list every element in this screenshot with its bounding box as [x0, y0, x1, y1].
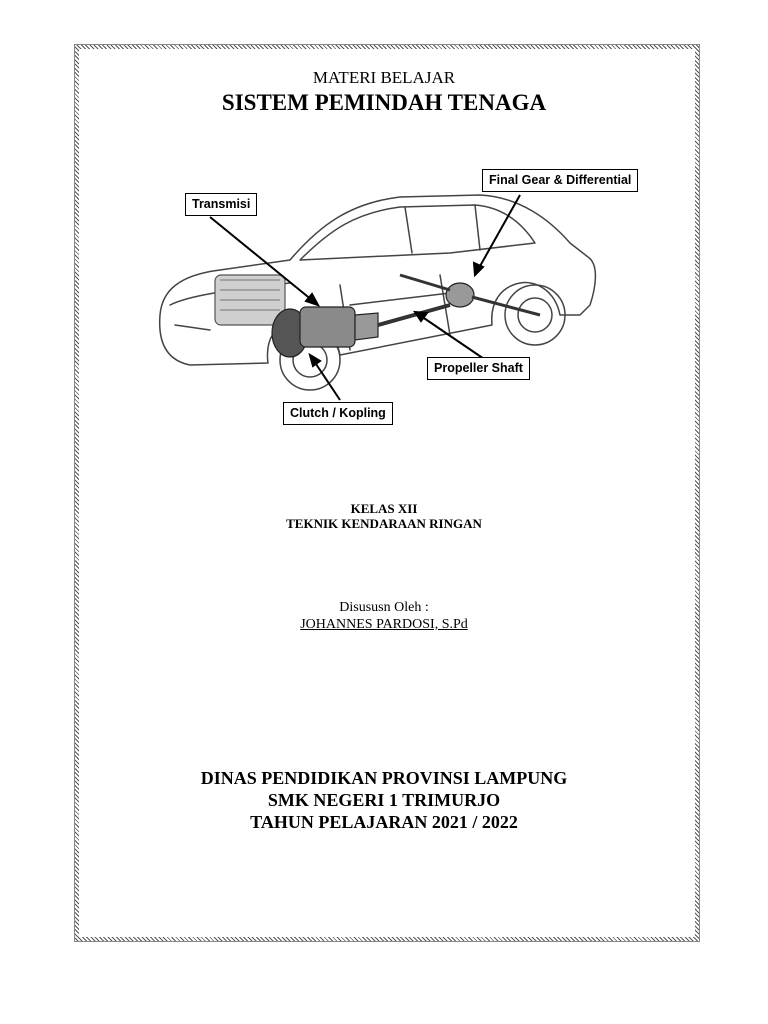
- document-subtitle: MATERI BELAJAR: [312, 68, 456, 87]
- institution-line-3: TAHUN PELAJARAN 2021 / 2022: [250, 812, 518, 832]
- document-title: SISTEM PEMINDAH TENAGA: [221, 90, 547, 115]
- label-transmisi: Transmisi: [185, 193, 257, 216]
- label-final-gear: Final Gear & Differential: [482, 169, 638, 192]
- label-propeller-shaft: Propeller Shaft: [427, 357, 530, 380]
- differential: [400, 275, 540, 315]
- author-caption: Disususn Oleh :: [339, 600, 429, 615]
- author-name-line: [0, 617, 768, 633]
- propeller-shaft: [378, 305, 450, 325]
- engine: [215, 275, 285, 325]
- transmission: [272, 307, 378, 357]
- class-grade: KELAS XII: [350, 501, 418, 516]
- institution-line-2: SMK NEGERI 1 TRIMURJO: [267, 790, 501, 810]
- author-name: JOHANNES PARDOSI, S.Pd: [300, 617, 468, 632]
- class-program: TEKNIK KENDARAAN RINGAN: [286, 516, 482, 531]
- institution-line-1: DINAS PENDIDIKAN PROVINSI LAMPUNG: [200, 768, 568, 788]
- label-clutch: Clutch / Kopling: [283, 402, 393, 425]
